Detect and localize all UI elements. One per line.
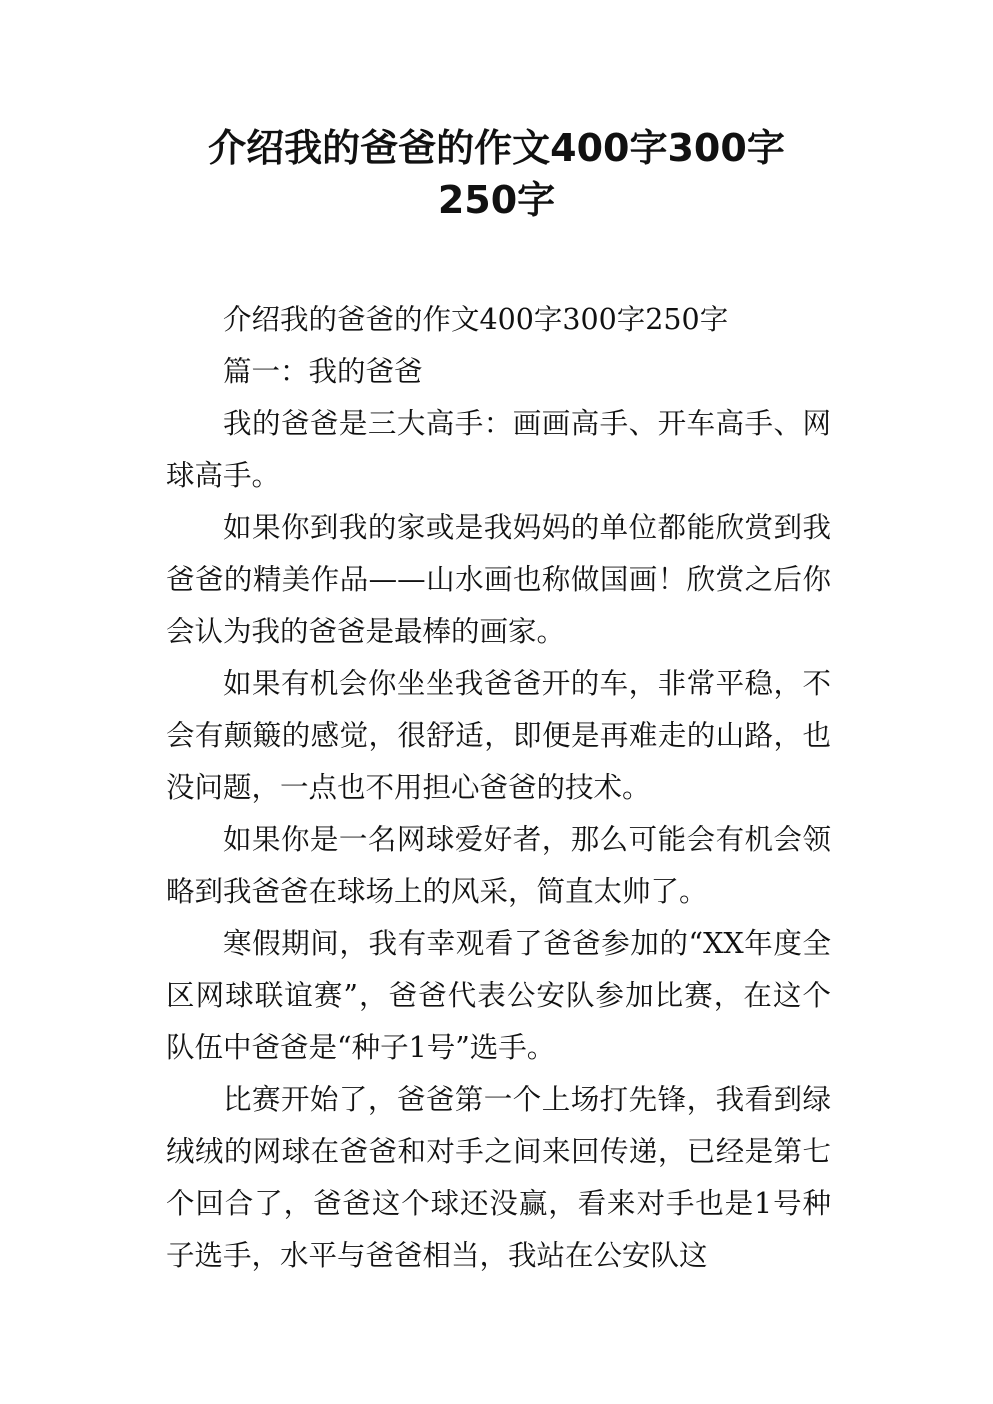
- document-title: [100, 122, 893, 226]
- paragraph: 我的爸爸是三大高手：画画高手、开车高手、网球高手。: [166, 407, 831, 492]
- document-body: [166, 294, 831, 1282]
- paragraph-section-heading: 篇一：我的爸爸: [223, 355, 423, 388]
- title-line-1: 介绍我的爸爸的作文400字300字: [208, 126, 785, 170]
- paragraph: 比赛开始了，爸爸第一个上场打先锋，我看到绿绒绒的网球在爸爸和对手之间来回传递，已经是第七个回合了，爸爸这个球还没赢，看来对手也是1号种子选手，水平与爸爸相当，我站在公安队这: [166, 1083, 831, 1272]
- paragraph: 如果你是一名网球爱好者，那么可能会有机会领略到我爸爸在球场上的风采，简直太帅了。: [166, 823, 831, 908]
- paragraph-subtitle: 介绍我的爸爸的作文400字300字250字: [223, 303, 729, 336]
- paragraph: 如果有机会你坐坐我爸爸开的车，非常平稳，不会有颠簸的感觉，很舒适，即便是再难走的山路，也没问题，一点也不用担心爸爸的技术。: [166, 667, 831, 804]
- title-line-2: 250字: [437, 178, 556, 222]
- paragraph: 如果你到我的家或是我妈妈的单位都能欣赏到我爸爸的精美作品——山水画也称做国画！欣赏之后你会认为我的爸爸是最棒的画家。: [166, 511, 831, 648]
- paragraph: 寒假期间，我有幸观看了爸爸参加的“XX年度全区网球联谊赛”，爸爸代表公安队参加比赛，在这个队伍中爸爸是“种子1号”选手。: [166, 927, 831, 1064]
